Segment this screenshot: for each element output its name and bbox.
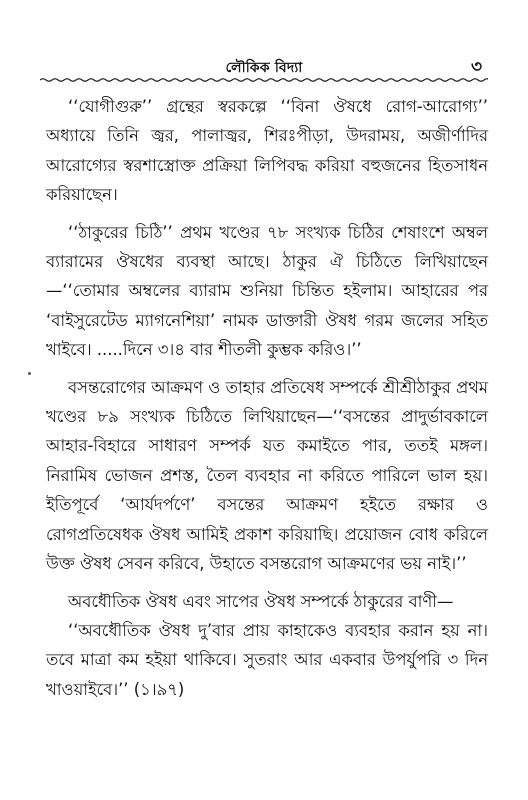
- paragraph-abadhautik-intro: অবধৌতিক ঔষধ এবং সাপের ঔষধ সম্পর্কে ঠাকুরের বাণী—: [68, 591, 454, 611]
- wavy-divider: [40, 76, 488, 84]
- chapter-title: লৌকিক বিদ্যা: [225, 60, 303, 76]
- paragraph-yogiguru: ‘‘যোগীগুরু’’ গ্রন্থের স্বরকল্পে ‘‘বিনা ঔষধে রোগ-আরোগ্য’’ অধ্যায়ে তিনি জ্বর, পালাজ্বর, শিরঃপীড়া, উদরাময়, অজীর্ণাদির আরোগ্যের স্বরশাস্ত্রোক্ত প্রক্রিয়া লিপিবদ্ধ করিয়া বহুজনের হিতসাধন করিয়াছেন।: [46, 97, 488, 205]
- paragraph-smallpox-prevention: বসন্তরোগের আক্রমণ ও তাহার প্রতিষেধ সম্পর্কে শ্রীশ্রীঠাকুর প্রথম খণ্ডের ৮৯ সংখ্যক চিঠিতে লিখিয়াছেন—‘‘বসন্তের প্রাদুর্ভাবকালে আহার-বিহারে সাধারণ সম্পর্ক যত কমাইতে পার, ততই মঙ্গল। নিরামিষ ভোজন প্রশস্ত, তৈল ব্যবহার না করিতে পারিলে ভাল হয়। ইতিপূর্বে ‘আর্যদর্পণে’ বসন্তের আক্রমণ হইতে রক্ষার ও রোগপ্রতিষেধক ঔষধ আমিই প্রকাশ করিয়াছি। প্রয়োজন বোধ করিলে উক্ত ঔষধ সেবন করিবে, উহাতে বসন্তরোগ আক্রমণের ভয় নাই।’’: [46, 377, 488, 574]
- paragraph-thakurer-chithi-letter-78: ‘‘ঠাকুরের চিঠি’’ প্রথম খণ্ডের ৭৮ সংখ্যক চিঠির শেষাংশে অম্বল ব্যারামের ঔষধের ব্যবস্থা আছে। ঠাকুর ঐ চিঠিতে লিখিয়াছেন—‘‘তোমার অম্বলের ব্যারাম শুনিয়া চিন্তিত হইলাম। আহারের পর ‘বাইসুরেটেড ম্যাগনেশিয়া’ নামক ডাক্তারী ঔষধ গরম জলের সহিত খাইবে। .....দিনে ৩।৪ বার শীতলী কুম্ভক করিও।’’: [46, 222, 488, 360]
- paragraph-abadhautik-quote: ‘‘অবধৌতিক ঔষধ দু’বার প্রায় কাহাকেও ব্যবহার করান হয় না। তবে মাত্রা কম হইয়া থাকিবে। সুতরাং আর একবার উপর্যুপরি ৩ দিন খাওয়াইবে।’’ (১।৯৭): [46, 620, 488, 699]
- margin-speck: [28, 372, 31, 375]
- body-text: [46, 92, 488, 704]
- page-number: ৩: [470, 57, 482, 77]
